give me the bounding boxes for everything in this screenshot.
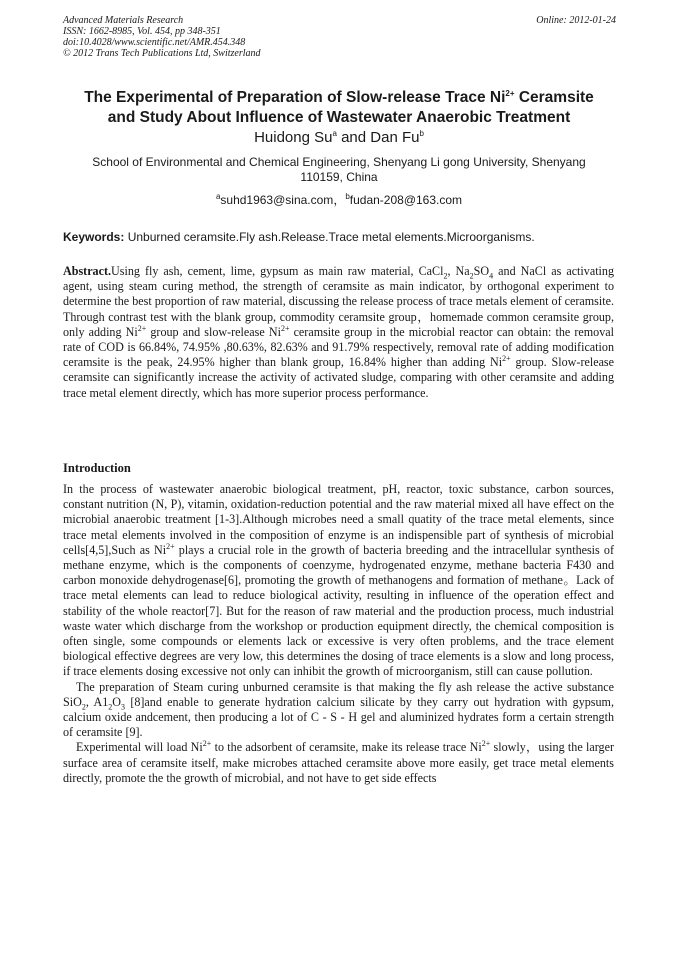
abstract-text: SO	[473, 264, 490, 278]
subscript: 4	[489, 271, 494, 281]
abstract-text: and NaCl as activating agent, using steam curing method, the strength of ceramsite as main indicator, by orthogonal experiment to determine the best proportion of raw material, discussing the release process of trace metals element of ceramsite. Through contrast test with the blank group, commodity ceramsite group，homemade common ceramsite group, only adding Ni	[63, 264, 615, 339]
subscript: 3	[121, 702, 126, 712]
keywords	[63, 230, 616, 244]
abstract-label: Abstract.	[63, 264, 112, 278]
journal-name: Advanced Materials Research	[63, 15, 184, 26]
intro-text: plays a crucial role in the growth of bacteria breeding and the intracellular synthesis of methane enzyme, which is the components of coenzyme, hydrogenated enzyme, methane bacteria F430 and carbon monoxide dehydrogenase[6], promoting the growth of methanogens and formation of methane。Lack of trace metal elements can lead to reduce biological activity, resulting in influence of the operation effect and stability of the whole reactor[7]. But for the reason of raw material and the production process, much industrial waste water which discharge from the workshop or production equipment directly, the chemical composition is often single, some compounds or elements lack or excessive is very often problems, and the trace element biological effective degrees are very low, this determines the dosing of trace elements is a slow and long process, if trace elements dosing excessive not only can inhibit the growth of microorganism, still can cause pollution.	[63, 542, 615, 679]
superscript: 2+	[280, 323, 290, 333]
author-2: and Dan Fu	[336, 129, 420, 146]
superscript: 2+	[166, 541, 175, 551]
author-2-mark: b	[419, 129, 424, 138]
abstract-text: group and slow-release Ni	[146, 324, 281, 339]
email-b: fudan-208@163.com	[349, 193, 463, 207]
subscript: 2	[443, 271, 448, 281]
subscript: 2	[81, 702, 86, 712]
email-b-mark: b	[345, 192, 350, 201]
copyright-line: © 2012 Trans Tech Publications Ltd, Switzerland	[63, 48, 261, 59]
title-superscript: 2+	[505, 88, 515, 98]
title-text-1: The Experimental of Preparation of Slow-release Trace Ni	[84, 89, 506, 106]
superscript: 2+	[137, 323, 147, 333]
title-text-2: Ceramsite	[514, 89, 594, 106]
abstract	[63, 264, 614, 401]
email-a-mark: a	[215, 192, 221, 201]
abstract-text: Using fly ash, cement, lime, gypsum as main raw material, CaCl	[111, 264, 444, 278]
doi-line: doi:10.4028/www.scientific.net/AMR.454.348	[63, 37, 246, 48]
email-a: suhd1963@sina.com	[220, 193, 334, 207]
superscript: 2+	[481, 739, 491, 749]
keywords-label: Keywords:	[63, 230, 125, 244]
intro-paragraph-1	[63, 482, 614, 680]
intro-text: Experimental will load Ni	[76, 740, 203, 755]
intro-text: O	[112, 694, 122, 709]
subscript: 2	[108, 702, 113, 712]
author-1-mark: a	[332, 129, 337, 138]
title-line-2: and Study About Influence of Wastewater Anaerobic Treatment	[107, 109, 571, 126]
author-1: Huidong Su	[254, 129, 333, 146]
superscript: 2+	[202, 739, 212, 749]
abstract-text: ceramsite group in the microbial reactor can obtain: the removal rate of COD is 66.84%, 74.95% ,80.63%, 82.63% and 91.79% respectively, removal rate of adding modification ceramsite is the peak, 24.95% higher than blank group, 16.84% higher than adding Ni	[63, 324, 615, 370]
journal-header	[63, 15, 616, 59]
intro-paragraph-2	[63, 680, 614, 741]
abstract-text: group. Slow-release ceramsite can significantly increase the activity of activated sludge, comparing with other ceramsite and adding trace metal element directly, which has more superior process performance.	[63, 355, 615, 400]
subscript: 2	[469, 271, 474, 281]
intro-text: In the process of wastewater anaerobic biological treatment, pH, reactor, toxic substance, carbon sources, constant nutrition (N, P), vitamin, oxidation-reduction potential and the raw material mixed all have effect on the microbial anaerobic treatment [1-3].Although microbes need a small quatity of the trace metal elements, since trace metal elements involved in the composition of enzyme is an indispensible part of synthesis of microbial cells[4,5],Such as Ni	[63, 482, 614, 557]
intro-text: to the adsorbent of ceramsite, make its release trace Ni	[211, 740, 482, 755]
authors	[40, 129, 638, 147]
intro-text: The preparation of Steam curing unburned ceramsite is that making the fly ash release the active substance SiO	[63, 679, 614, 709]
superscript: 2+	[502, 354, 511, 364]
email-separator: ，	[333, 193, 346, 207]
introduction-body	[63, 482, 614, 786]
intro-paragraph-3	[63, 740, 614, 786]
affiliation: School of Environmental and Chemical Engineering, Shenyang Li gong University, Shenyang 110159, China	[92, 155, 586, 184]
keywords-text: Unburned ceramsite.Fly ash.Release.Trace metal elements.Microorganisms.	[124, 230, 535, 244]
intro-text: [8]and enable to generate hydration calcium silicate by they carry out hydration with gypsum, calcium oxide andcement, then producing a lot of C - S - H gel and aluminized hydrates form a certain strength of ceramsite [9].	[63, 694, 614, 740]
intro-text: , A1	[85, 694, 109, 709]
paper-title	[40, 88, 638, 128]
online-date: Online: 2012-01-24	[536, 15, 616, 26]
introduction-heading: Introduction	[63, 461, 131, 475]
author-emails	[40, 193, 638, 207]
abstract-text: , Na	[447, 264, 470, 278]
issn-line: ISSN: 1662-8985, Vol. 454, pp 348-351	[63, 26, 221, 37]
intro-text: slowly，using the larger surface area of ceramsite itself, make microbes attached ceramsite above more easily, get trace metal elements directly, promote the the growth of microbial, and not have to get side effects	[63, 740, 614, 785]
